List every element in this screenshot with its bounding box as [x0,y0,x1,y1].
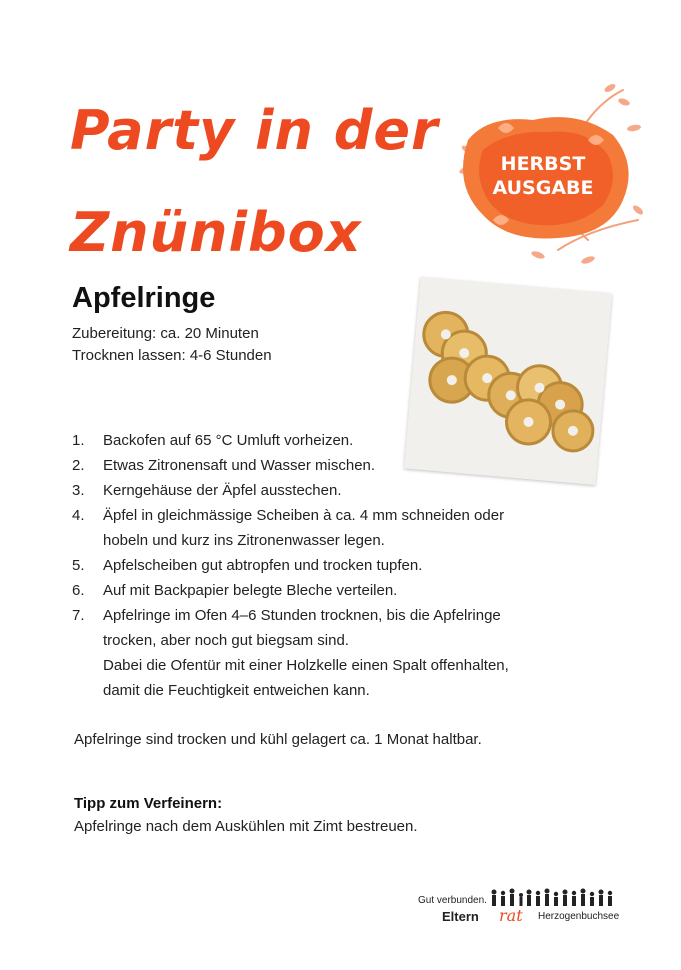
prep-time: Zubereitung: ca. 20 Minuten [72,325,259,342]
badge-line-2: AUSGABE [492,177,594,199]
step-text: trocken, aber noch gut biegsam sind. [103,632,349,649]
step-text: Apfelscheiben gut abtropfen und trocken tupfen. [103,557,423,574]
recipe-meta [72,323,272,367]
step-number: 1. [72,432,85,449]
step-number: 4. [72,507,85,524]
step-number: 2. [72,457,85,474]
brand-name: Eltern [442,909,479,924]
step-item [72,503,612,553]
step-text: Dabei die Ofentür mit einer Holzkelle einen Spalt offenhalten, [103,657,509,674]
recipe-title: Apfelringe [72,282,216,314]
badge-line-1: HERBST [500,153,586,175]
step-text: Backofen auf 65 °C Umluft vorheizen. [103,432,354,449]
step-item [72,453,612,478]
title-line-1: Party in der [70,99,439,162]
autumn-badge-icon [438,70,648,270]
step-item [72,553,612,578]
step-item [72,603,612,703]
tip-text: Apfelringe nach dem Auskühlen mit Zimt bestreuen. [74,818,418,835]
step-number: 7. [72,607,85,624]
instruction-list [72,428,612,703]
step-number: 5. [72,557,85,574]
step-text: Kerngehäuse der Äpfel ausstechen. [103,482,342,499]
step-text: hobeln und kurz ins Zitronenwasser legen. [103,532,385,549]
title-line-2: Znünibox [70,201,362,264]
people-silhouettes-icon [490,887,620,907]
step-text: damit die Feuchtigkeit entweichen kann. [103,682,370,699]
footer-slogan: Gut verbunden. [418,895,487,906]
page-title [70,80,439,284]
step-item [72,428,612,453]
step-text: Etwas Zitronensaft und Wasser mischen. [103,457,376,474]
footer-logo [410,887,620,927]
brand-town: Herzogenbuchsee [538,911,620,922]
brand-accent: rat [499,906,523,925]
step-item [72,478,612,503]
storage-note: Apfelringe sind trocken und kühl gelagert ca. 1 Monat haltbar. [74,731,482,748]
step-item [72,578,612,603]
step-number: 3. [72,482,85,499]
step-text: Auf mit Backpapier belegte Bleche verteilen. [103,582,398,599]
tip-heading: Tipp zum Verfeinern: [74,795,223,812]
step-number: 6. [72,582,85,599]
step-text: Apfelringe im Ofen 4–6 Stunden trocknen, bis die Apfelringe [103,607,501,624]
dry-time: Trocknen lassen: 4-6 Stunden [72,347,272,364]
step-text: Äpfel in gleichmässige Scheiben à ca. 4 mm schneiden oder [103,507,505,524]
